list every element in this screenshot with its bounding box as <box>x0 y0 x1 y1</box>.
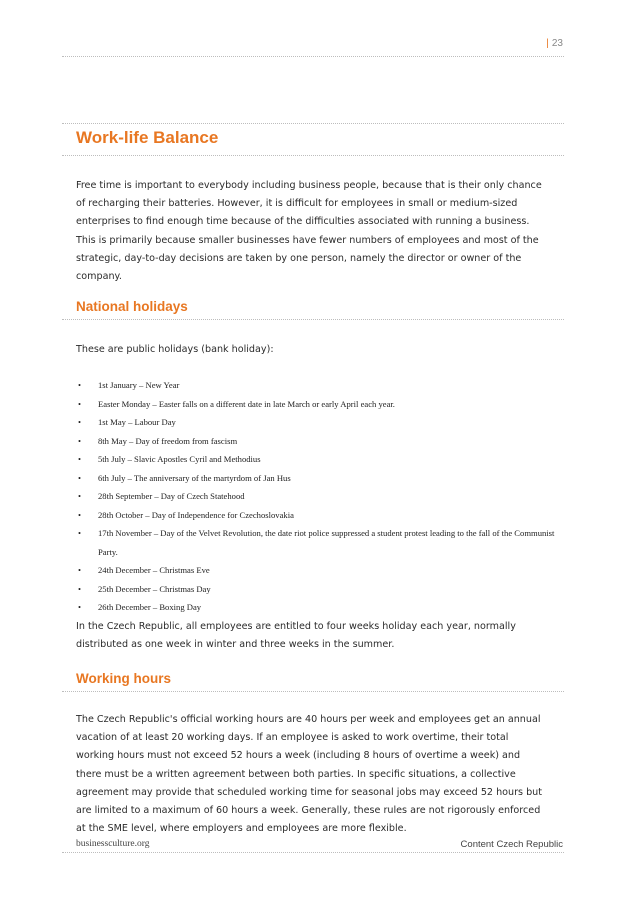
holiday-list-item-text: 28th October – Day of Independence for Czechoslovakia <box>98 509 294 520</box>
bullet-icon: • <box>78 602 82 612</box>
working-hours-title: Working hours <box>76 671 172 686</box>
bullet-icon: • <box>78 380 82 390</box>
holiday-list-item-text: 24th December – Christmas Eve <box>98 565 210 575</box>
holiday-list-item <box>76 598 556 617</box>
holiday-list-item-text: 1st May – Labour Day <box>98 417 176 427</box>
page-number-value: 23 <box>551 38 563 49</box>
holiday-list-item <box>76 413 556 432</box>
holiday-list-item <box>76 487 556 506</box>
page-number <box>546 38 563 49</box>
holiday-list-item <box>76 506 556 525</box>
holiday-list-item-text: 1st January – New Year <box>98 380 180 390</box>
header-divider <box>62 56 564 57</box>
bullet-icon: • <box>78 435 82 446</box>
bullet-icon: • <box>78 491 82 501</box>
holidays-lead: These are public holidays (bank holiday): <box>76 344 274 355</box>
holiday-list-item <box>76 450 556 469</box>
working-hours-paragraph: The Czech Republic's official working hours are 40 hours per week and employees get an annual vacation of at least 20 working days. If an employee is asked to work overtime, their total working hours must not exceed 52 hours a week (including 8 hours of overtime a week) and there must be a written agreement between both parties. In specific situations, a collective agreement may provide that scheduled working time for seasonal jobs may exceed 52 hours but are limited to a maximum of 60 hours a week. Generally, these rules are not rigorously enforced at the SME level, where employers and employees are more flexible. <box>76 714 543 835</box>
bullet-icon: • <box>78 398 82 409</box>
holiday-list-item <box>76 395 556 414</box>
section-top-divider <box>62 123 564 124</box>
holiday-list-item <box>76 580 556 599</box>
national-holidays-divider <box>62 319 564 320</box>
section-title: Work-life Balance <box>76 128 219 147</box>
bullet-icon: • <box>78 509 82 520</box>
holiday-list-item-text: 5th July – Slavic Apostles Cyril and Methodius <box>98 454 261 464</box>
footer-website: businessculture.org <box>76 839 150 849</box>
holiday-list-item <box>76 469 556 488</box>
footer-section-label: Content Czech Republic <box>460 839 563 850</box>
bullet-icon: • <box>78 583 82 594</box>
bullet-icon: • <box>78 528 82 538</box>
holiday-list <box>76 376 556 617</box>
intro-paragraph: Free time is important to everybody including business people, because that is their only chance of recharging their batteries. However, it is difficult for employees in small or medium-sized enterprises to find enough time because of the difficulties associated with running a business. This is primarily because smaller businesses have fewer numbers of employees and most of the strategic, day-to-day decisions are taken by one person, namely the director or owner of the company. <box>76 180 542 283</box>
holiday-list-item-text: 17th November – Day of the Velvet Revolution, the date riot police suppressed a student protest leading to the fall of the Communist Party. <box>98 528 555 557</box>
holiday-list-item <box>76 524 556 561</box>
national-holidays-title: National holidays <box>76 299 188 314</box>
holiday-entitlement-paragraph: In the Czech Republic, all employees are entitled to four weeks holiday each year, normally distributed as one week in winter and three weeks in the summer. <box>76 621 516 651</box>
holiday-list-item-text: 26th December – Boxing Day <box>98 602 202 612</box>
bullet-icon: • <box>78 472 82 483</box>
bullet-icon: • <box>78 454 82 464</box>
bullet-icon: • <box>78 417 82 427</box>
page-number-separator: | <box>546 38 549 49</box>
holiday-list-item-text: 6th July – The anniversary of the martyrdom of Jan Hus <box>98 472 291 483</box>
holiday-list-item <box>76 432 556 451</box>
holiday-list-item <box>76 561 556 580</box>
holiday-list-item-text: 28th September – Day of Czech Statehood <box>98 491 245 501</box>
working-hours-divider <box>62 691 564 692</box>
section-bottom-divider <box>62 155 564 156</box>
holiday-list-item-text: 8th May – Day of freedom from fascism <box>98 435 238 446</box>
footer-divider <box>62 852 564 853</box>
holiday-list-item-text: Easter Monday – Easter falls on a different date in late March or early April each year. <box>98 398 395 409</box>
holiday-list-item-text: 25th December – Christmas Day <box>98 583 211 594</box>
holiday-list-item <box>76 376 556 395</box>
bullet-icon: • <box>78 565 82 575</box>
